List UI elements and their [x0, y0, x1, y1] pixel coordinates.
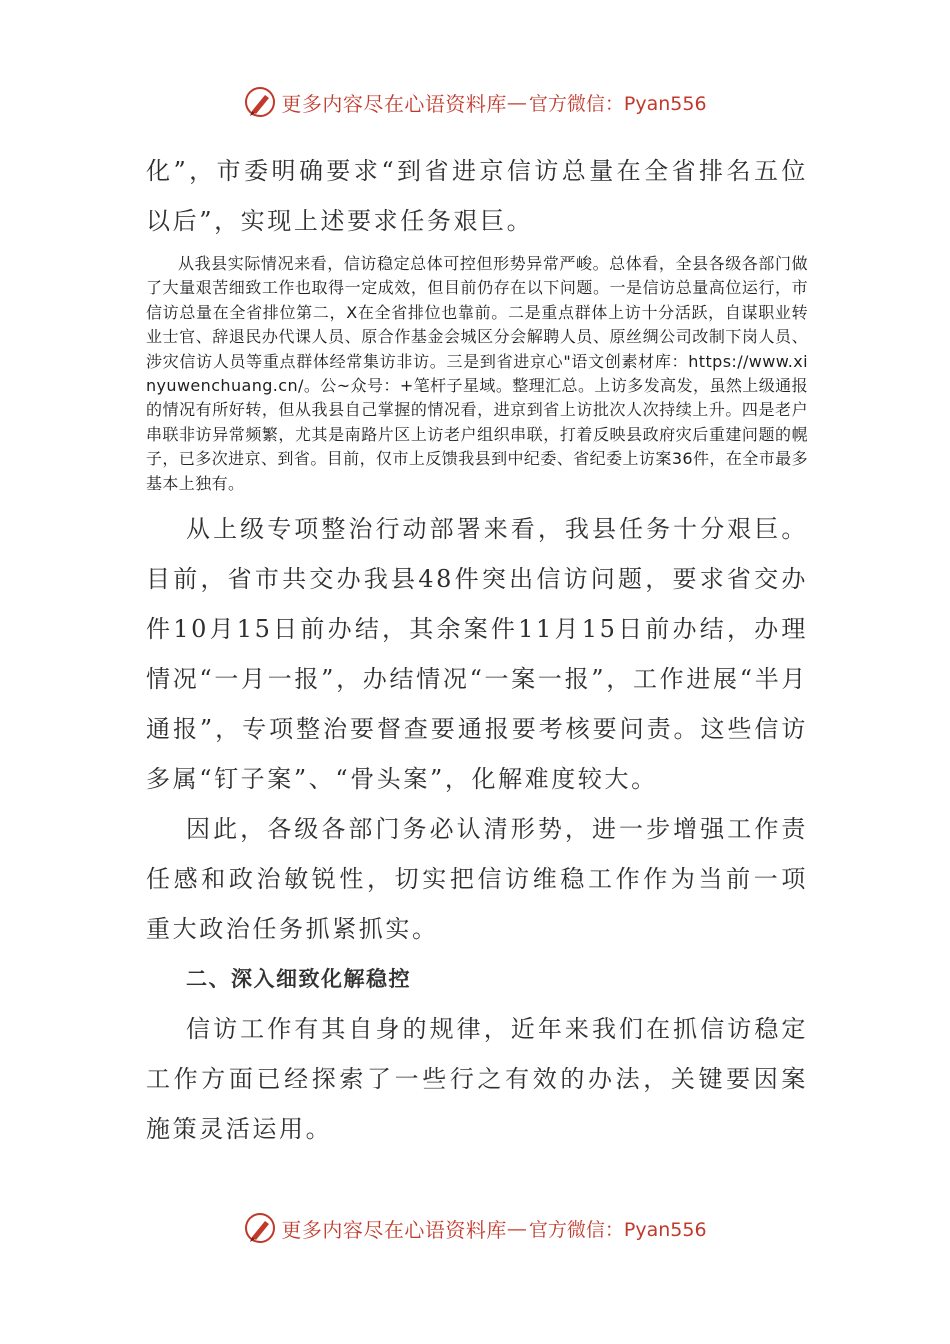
header-banner — [0, 82, 950, 122]
banner-title: 更多内容尽在心语资料库 — [281, 91, 507, 116]
banner-wechat: 官方微信：Pyan556 — [528, 1218, 707, 1241]
section-heading: 二、深入细致化解稳控 — [186, 967, 411, 992]
pen-logo-icon — [243, 1211, 277, 1245]
banner-title: 更多内容尽在心语资料库 — [281, 1217, 507, 1242]
footer-banner — [0, 1208, 950, 1248]
document-body — [146, 146, 808, 1154]
paragraph-5: 信访工作有其自身的规律，近年来我们在抓信访稳定工作方面已经探索了一些行之有效的办法，关键要因案施策灵活运用。 — [146, 1015, 808, 1144]
paragraph-1: 化”，市委明确要求“到省进京信访总量在全省排名五位以后”，实现上述要求任务艰巨。 — [146, 157, 808, 235]
paragraph-4: 因此，各级各部门务必认清形势，进一步增强工作责任感和政治敏锐性，切实把信访维稳工作作为当前一项重大政治任务抓紧抓实。 — [146, 815, 808, 944]
banner-separator: — — [506, 1216, 527, 1240]
banner-wechat: 官方微信：Pyan556 — [528, 92, 707, 115]
banner-separator: — — [506, 90, 527, 114]
paragraph-2: 从我县实际情况来看，信访稳定总体可控但形势异常严峻。总体看，全县各级各部门做了大量艰苦细致工作也取得一定成效，但目前仍存在以下问题。一是信访总量高位运行，市信访总量在全省排位第二，X在全省排位也靠前。二是重点群体上访十分活跃，自谋职业转业士官、辞退民办代课人员、原合作基金会城区分会解聘人员、原丝绸公司改制下岗人员、涉灾信访人员等重点群体经常集访非访。三是到省进京心"语文创素材库：https://www.xinyuwenchuang.cn/。公~众号：+笔杆子星域。整理汇总。上访多发高发，虽然上级通报的情况有所好转，但从我县自己掌握的情况看，进京到省上访批次人次持续上升。四是老户串联非访异常频繁，尤其是南路片区上访老户组织串联，打着反映县政府灾后重建问题的幌子，已多次进京、到省。目前，仅市上反馈我县到中纪委、省纪委上访案36件，在全市最多基本上独有。 — [146, 254, 808, 493]
paragraph-3: 从上级专项整治行动部署来看，我县任务十分艰巨。目前，省市共交办我县48件突出信访问题，要求省交办件10月15日前办结，其余案件11月15日前办结，办理情况“一月一报”，办结情况“一案一报”，工作进展“半月通报”，专项整治要督查要通报要考核要问责。这些信访多属“钉子案”、“骨头案”，化解难度较大。 — [146, 515, 808, 794]
pen-logo-icon — [243, 85, 277, 119]
